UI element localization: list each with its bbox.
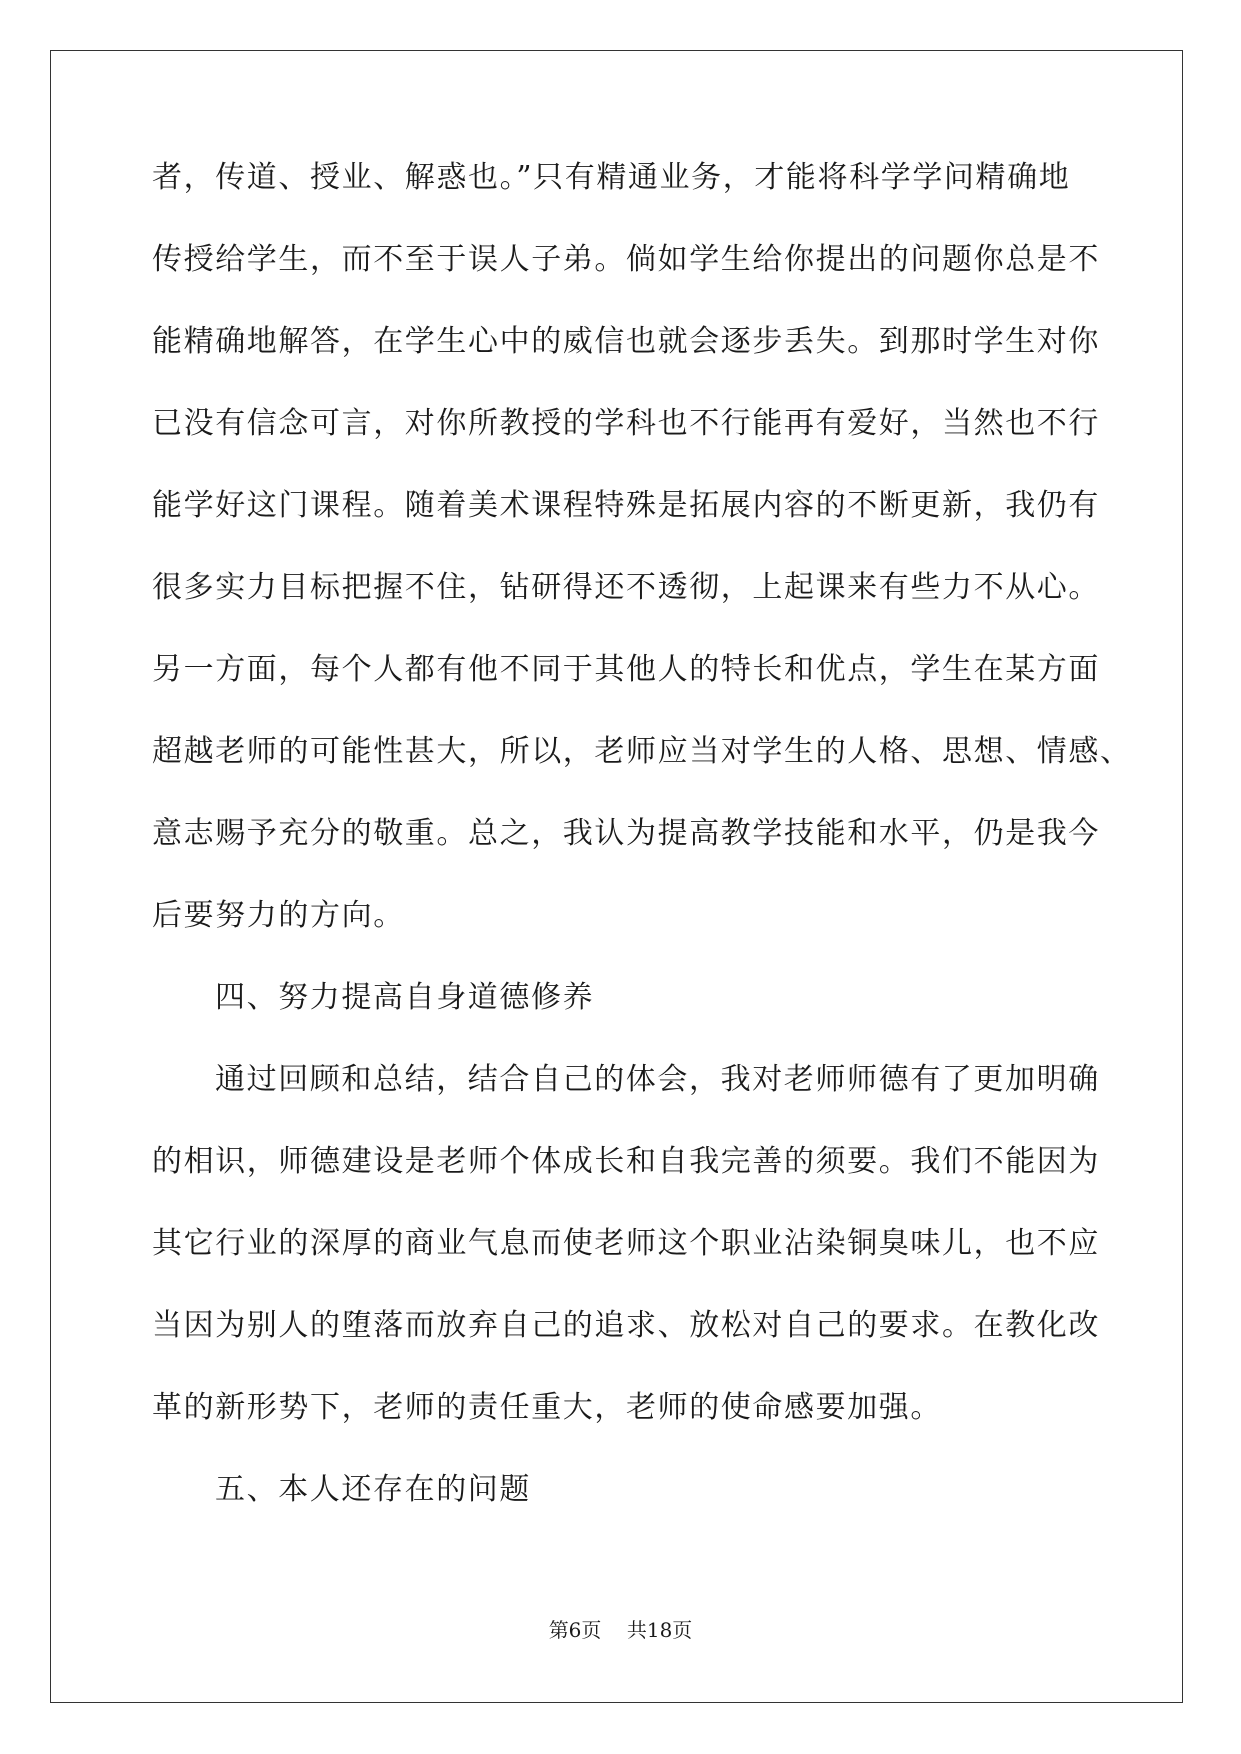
total-pages: 共18页 xyxy=(626,1618,693,1642)
body-line-8: 超越老师的可能性甚大，所以，老师应当对学生的人格、思想、情感、 xyxy=(152,734,1132,769)
body-line-3: 能精确地解答，在学生心中的威信也就会逐步丢失。到那时学生对你 xyxy=(152,324,1100,359)
body-line-7: 另一方面，每个人都有他不同于其他人的特长和优点，学生在某方面 xyxy=(152,652,1100,687)
body-line-9: 意志赐予充分的敬重。总之，我认为提高教学技能和水平，仍是我今 xyxy=(152,816,1100,851)
body-line-12: 通过回顾和总结，结合自己的体会，我对老师师德有了更加明确 xyxy=(215,1062,1100,1097)
body-line-15: 当因为别人的堕落而放弃自己的追求、放松对自己的要求。在教化改 xyxy=(152,1308,1100,1343)
body-line-1: 者，传道、授业、解惑也。”只有精通业务，才能将科学学问精确地 xyxy=(152,160,1071,195)
body-line-16: 革的新形势下，老师的责任重大，老师的使命感要加强。 xyxy=(152,1390,942,1425)
body-line-2: 传授给学生，而不至于误人子弟。倘如学生给你提出的问题你总是不 xyxy=(152,242,1100,277)
page-number: 第6页 xyxy=(548,1618,602,1642)
body-line-6: 很多实力目标把握不住，钻研得还不透彻，上起课来有些力不从心。 xyxy=(152,570,1100,605)
body-line-14: 其它行业的深厚的商业气息而使老师这个职业沾染铜臭味儿，也不应 xyxy=(152,1226,1100,1261)
body-line-10: 后要努力的方向。 xyxy=(152,898,405,933)
document-body xyxy=(152,158,1132,1552)
section-heading-5: 五、本人还存在的问题 xyxy=(215,1472,531,1507)
page-footer xyxy=(0,1618,1241,1642)
body-line-13: 的相识，师德建设是老师个体成长和自我完善的须要。我们不能因为 xyxy=(152,1144,1100,1179)
body-line-5: 能学好这门课程。随着美术课程特殊是拓展内容的不断更新，我仍有 xyxy=(152,488,1100,523)
body-line-4: 已没有信念可言，对你所教授的学科也不行能再有爱好，当然也不行 xyxy=(152,406,1100,441)
section-heading-4: 四、努力提高自身道德修养 xyxy=(215,980,595,1015)
